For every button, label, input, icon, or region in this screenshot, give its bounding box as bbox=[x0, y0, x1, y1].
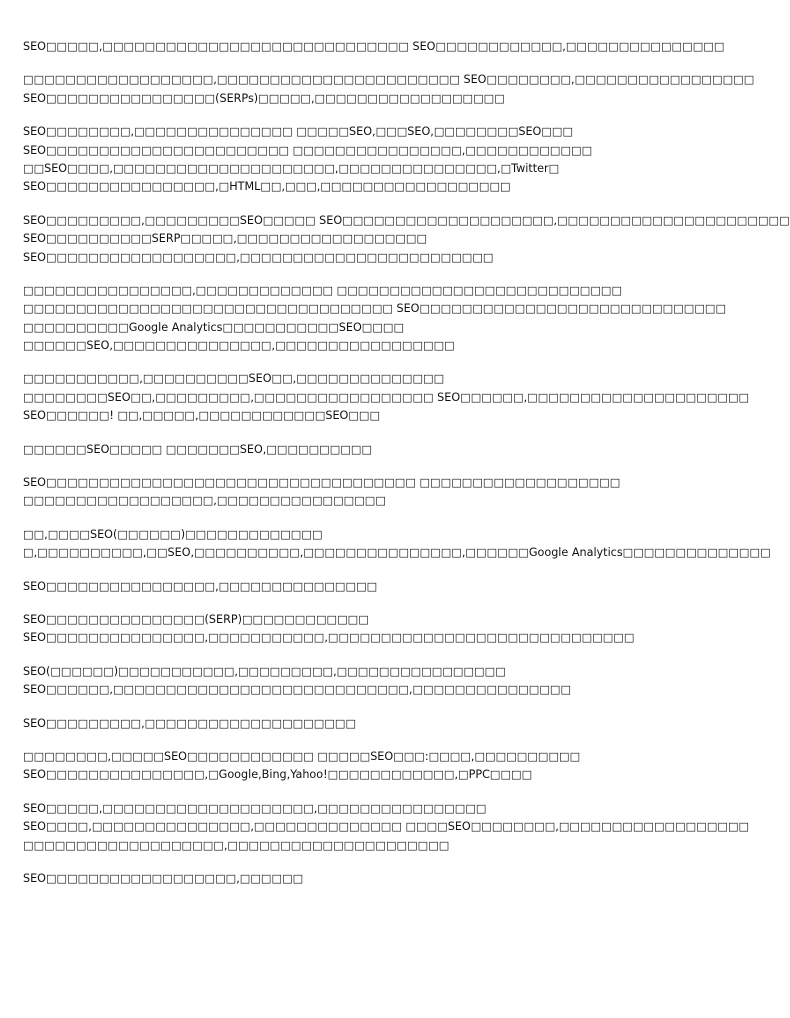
paragraph bbox=[23, 71, 755, 108]
paragraph bbox=[23, 38, 725, 56]
text-line: SEO□□□□□□□□□,□□□□□□□□□SEO□□□□□ SEO□□□□□□□□□□□□□□□□□□□□,□□□□□□□□□□□□□□□□□□□□□□ bbox=[23, 213, 790, 227]
text-line: □□□□□□□□□□□□□□□□,□□□□□□□□□□□□□ □□□□□□□□□□□□□□□□□□□□□□□□□□□ bbox=[23, 283, 623, 297]
text-line: SEO□□□□□□□□□□□□□□□,□Google,Bing,Yahoo!□□□□□□□□□□□□,□PPC□□□□ bbox=[23, 768, 533, 782]
text-line: SEO□□□□□□□□□□□□□□□□,□HTML□□,□□□,□□□□□□□□□□□□□□□□□□ bbox=[23, 180, 511, 194]
text-line: SEO□□□□□,□□□□□□□□□□□□□□□□□□□□,□□□□□□□□□□□□□□□□ bbox=[23, 801, 487, 815]
text-line: SEO□□□□□□□□□□SERP□□□□□,□□□□□□□□□□□□□□□□□□ bbox=[23, 232, 428, 246]
text-line: SEO□□□□□□□□□□□□□□□,□□□□□□□□□□□,□□□□□□□□□□□□□□□□□□□□□□□□□□□□□ bbox=[23, 631, 635, 645]
text-line: □□,□□□□SEO(□□□□□□)□□□□□□□□□□□□□ bbox=[23, 527, 323, 541]
text-line: □□□□□□□□SEO□□,□□□□□□□□□,□□□□□□□□□□□□□□□□□ SEO□□□□□□,□□□□□□□□□□□□□□□□□□□□□ bbox=[23, 390, 750, 404]
paragraph bbox=[23, 715, 703, 733]
paragraph bbox=[23, 441, 703, 459]
text-line: □□□□□□□□□□□□□□□□□□,□□□□□□□□□□□□□□□□□□□□□□□ SEO□□□□□□□□,□□□□□□□□□□□□□□□□□ bbox=[23, 73, 755, 87]
paragraph bbox=[23, 370, 750, 425]
text-line: □□□□□□□□□□□□□□□□□□,□□□□□□□□□□□□□□□□ bbox=[23, 494, 386, 508]
text-line: □□□□□□□□□□□□□□□□□□□,□□□□□□□□□□□□□□□□□□□□□ bbox=[23, 838, 450, 852]
paragraph bbox=[23, 282, 727, 356]
paragraph bbox=[23, 870, 703, 888]
text-line: SEO□□□□□□□□□□□□□□□(SERP)□□□□□□□□□□□□ bbox=[23, 612, 369, 626]
text-line: □□□□□□□□□□Google Analytics□□□□□□□□□□□SEO□□□□ bbox=[23, 320, 405, 334]
paragraph bbox=[23, 123, 703, 197]
text-line: SEO□□□□□,□□□□□□□□□□□□□□□□□□□□□□□□□□□□□ SEO□□□□□□□□□□□□,□□□□□□□□□□□□□□□ bbox=[23, 40, 725, 53]
text-line: □□SEO□□□□,□□□□□□□□□□□□□□□□□□□□□,□□□□□□□□□□□□□□□,□Twitter□ bbox=[23, 161, 560, 175]
text-line: SEO□□□□,□□□□□□□□□□□□□□□,□□□□□□□□□□□□□□ □□□□SEO□□□□□□□□,□□□□□□□□□□□□□□□□□□ bbox=[23, 820, 750, 834]
text-line: SEO□□□□□□□□,□□□□□□□□□□□□□□□ □□□□□SEO,□□□SEO,□□□□□□□□SEO□□□ bbox=[23, 125, 574, 139]
paragraph bbox=[23, 663, 703, 700]
text-line: □,□□□□□□□□□□,□□SEO,□□□□□□□□□□,□□□□□□□□□□□□□□□,□□□□□□Google Analytics□□□□□□□□□□□□□□ bbox=[23, 546, 771, 560]
paragraph bbox=[23, 748, 703, 785]
paragraph bbox=[23, 212, 790, 267]
text-line: SEO□□□□□□□□□□□□□□□□(SERPs)□□□□□,□□□□□□□□□□□□□□□□□□ bbox=[23, 91, 505, 105]
text-line: □□□□□□SEO□□□□□ □□□□□□□SEO,□□□□□□□□□□ bbox=[23, 442, 373, 456]
paragraph bbox=[23, 578, 703, 596]
text-line: □□□□□□SEO,□□□□□□□□□□□□□□□,□□□□□□□□□□□□□□□□□ bbox=[23, 339, 455, 353]
text-line: □□□□□□□□□□□,□□□□□□□□□□SEO□□,□□□□□□□□□□□□□□ bbox=[23, 372, 445, 386]
text-line: SEO□□□□□□□□□□□□□□□□□□□□□□□□□□□□□□□□□□□ □□□□□□□□□□□□□□□□□□□ bbox=[23, 476, 621, 490]
text-line: SEO□□□□□□□□□□□□□□□□□□□□□□□ □□□□□□□□□□□□□□□□,□□□□□□□□□□□□ bbox=[23, 143, 593, 157]
text-line: SEO□□□□□□,□□□□□□□□□□□□□□□□□□□□□□□□□□□□,□□□□□□□□□□□□□□□ bbox=[23, 683, 572, 697]
text-line: SEO□□□□□□□□□□□□□□□□□□,□□□□□□□□□□□□□□□□□□□□□□□□ bbox=[23, 250, 494, 264]
text-line: SEO□□□□□□□□□,□□□□□□□□□□□□□□□□□□□□ bbox=[23, 716, 357, 730]
text-line: SEO□□□□□□! □□,□□□□□,□□□□□□□□□□□□SEO□□□ bbox=[23, 409, 381, 423]
document-body bbox=[23, 38, 790, 903]
text-line: □□□□□□□□□□□□□□□□□□□□□□□□□□□□□□□□□□□ SEO□□□□□□□□□□□□□□□□□□□□□□□□□□□□□ bbox=[23, 302, 727, 316]
text-line: SEO□□□□□□□□□□□□□□□□,□□□□□□□□□□□□□□□ bbox=[23, 579, 378, 593]
paragraph bbox=[23, 474, 703, 511]
text-line: SEO□□□□□□□□□□□□□□□□□□,□□□□□□ bbox=[23, 871, 304, 885]
text-line: SEO(□□□□□□)□□□□□□□□□□□,□□□□□□□□□,□□□□□□□□□□□□□□□□ bbox=[23, 664, 506, 678]
paragraph bbox=[23, 800, 750, 855]
paragraph bbox=[23, 526, 771, 563]
text-line: □□□□□□□□,□□□□□SEO□□□□□□□□□□□□ □□□□□SEO□□□:□□□□,□□□□□□□□□□ bbox=[23, 749, 581, 763]
paragraph bbox=[23, 611, 703, 648]
